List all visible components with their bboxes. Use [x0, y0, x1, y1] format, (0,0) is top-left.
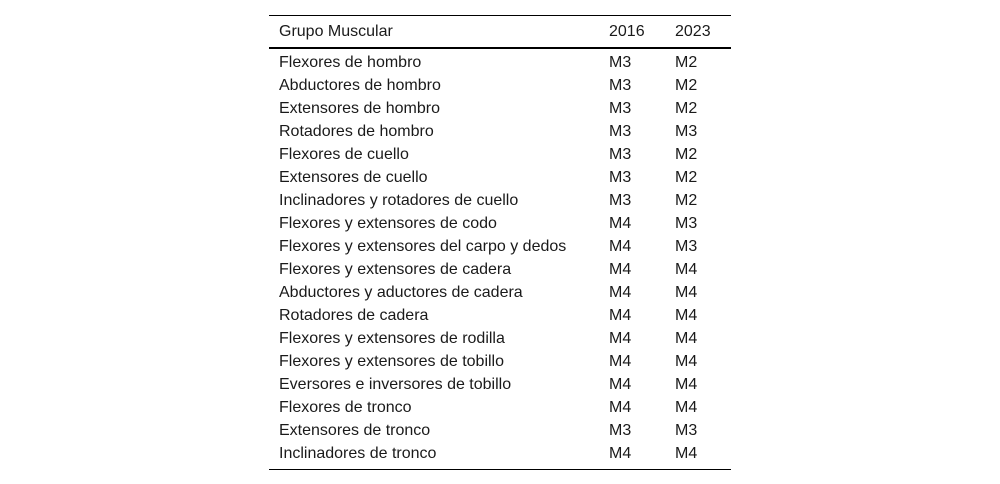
cell-2016: M3: [609, 54, 632, 71]
table-row: [269, 442, 731, 470]
muscle-strength-table: [269, 15, 731, 470]
cell-2016: M4: [609, 238, 632, 255]
cell-grupo-muscular: Flexores y extensores de rodilla: [279, 330, 505, 347]
muscle-strength-table-container: [269, 15, 731, 470]
cell-2016: M3: [609, 192, 632, 209]
cell-grupo-muscular: Flexores y extensores de codo: [279, 215, 497, 232]
cell-2023: M2: [675, 169, 698, 186]
cell-2016: M4: [609, 284, 632, 301]
cell-2016: M4: [609, 445, 632, 462]
table-row: [269, 74, 731, 97]
cell-2023: M2: [675, 54, 698, 71]
cell-grupo-muscular: Flexores y extensores de tobillo: [279, 353, 504, 370]
cell-grupo-muscular: Flexores de hombro: [279, 54, 422, 71]
table-row: [269, 396, 731, 419]
table-row: [269, 235, 731, 258]
cell-grupo-muscular: Rotadores de cadera: [279, 307, 429, 324]
table-row: [269, 350, 731, 373]
table-row: [269, 97, 731, 120]
table-row: [269, 189, 731, 212]
cell-2023: M4: [675, 376, 698, 393]
header-2016: 2016: [609, 23, 645, 40]
cell-2016: M4: [609, 376, 632, 393]
cell-2023: M4: [675, 445, 698, 462]
table-row: [269, 166, 731, 189]
cell-2023: M2: [675, 77, 698, 94]
header-grupo-muscular: Grupo Muscular: [279, 23, 393, 40]
cell-2016: M3: [609, 146, 632, 163]
cell-2016: M4: [609, 307, 632, 324]
cell-grupo-muscular: Extensores de tronco: [279, 422, 431, 439]
cell-2016: M3: [609, 422, 632, 439]
cell-grupo-muscular: Flexores y extensores de cadera: [279, 261, 512, 278]
cell-2016: M3: [609, 123, 632, 140]
cell-2016: M4: [609, 261, 632, 278]
table-row: [269, 143, 731, 166]
cell-grupo-muscular: Abductores de hombro: [279, 77, 441, 94]
table-row: [269, 419, 731, 442]
cell-2023: M3: [675, 422, 698, 439]
cell-2023: M4: [675, 399, 698, 416]
table-row: [269, 212, 731, 235]
cell-2016: M4: [609, 353, 632, 370]
cell-2023: M3: [675, 238, 698, 255]
table-row: [269, 373, 731, 396]
cell-grupo-muscular: Flexores y extensores del carpo y dedos: [279, 238, 567, 255]
cell-2023: M2: [675, 100, 698, 117]
table-row: [269, 120, 731, 143]
cell-2023: M3: [675, 215, 698, 232]
cell-2023: M4: [675, 284, 698, 301]
table-row: [269, 48, 731, 74]
cell-2016: M4: [609, 330, 632, 347]
cell-grupo-muscular: Extensores de cuello: [279, 169, 428, 186]
cell-grupo-muscular: Inclinadores de tronco: [279, 445, 437, 462]
table-row: [269, 304, 731, 327]
cell-grupo-muscular: Abductores y aductores de cadera: [279, 284, 523, 301]
cell-2023: M3: [675, 123, 698, 140]
table-header: [269, 16, 731, 49]
cell-2016: M3: [609, 169, 632, 186]
table-body: [269, 48, 731, 470]
header-row: [269, 16, 731, 49]
cell-grupo-muscular: Flexores de tronco: [279, 399, 412, 416]
cell-2023: M2: [675, 146, 698, 163]
cell-2023: M4: [675, 330, 698, 347]
cell-2023: M4: [675, 307, 698, 324]
table-row: [269, 327, 731, 350]
cell-2016: M3: [609, 77, 632, 94]
cell-2023: M4: [675, 353, 698, 370]
cell-grupo-muscular: Eversores e inversores de tobillo: [279, 376, 512, 393]
cell-grupo-muscular: Extensores de hombro: [279, 100, 440, 117]
cell-grupo-muscular: Rotadores de hombro: [279, 123, 434, 140]
cell-2016: M4: [609, 215, 632, 232]
table-row: [269, 281, 731, 304]
table-row: [269, 258, 731, 281]
cell-2023: M2: [675, 192, 698, 209]
cell-2016: M4: [609, 399, 632, 416]
header-2023: 2023: [675, 23, 711, 40]
cell-2016: M3: [609, 100, 632, 117]
cell-grupo-muscular: Inclinadores y rotadores de cuello: [279, 192, 519, 209]
cell-grupo-muscular: Flexores de cuello: [279, 146, 409, 163]
cell-2023: M4: [675, 261, 698, 278]
